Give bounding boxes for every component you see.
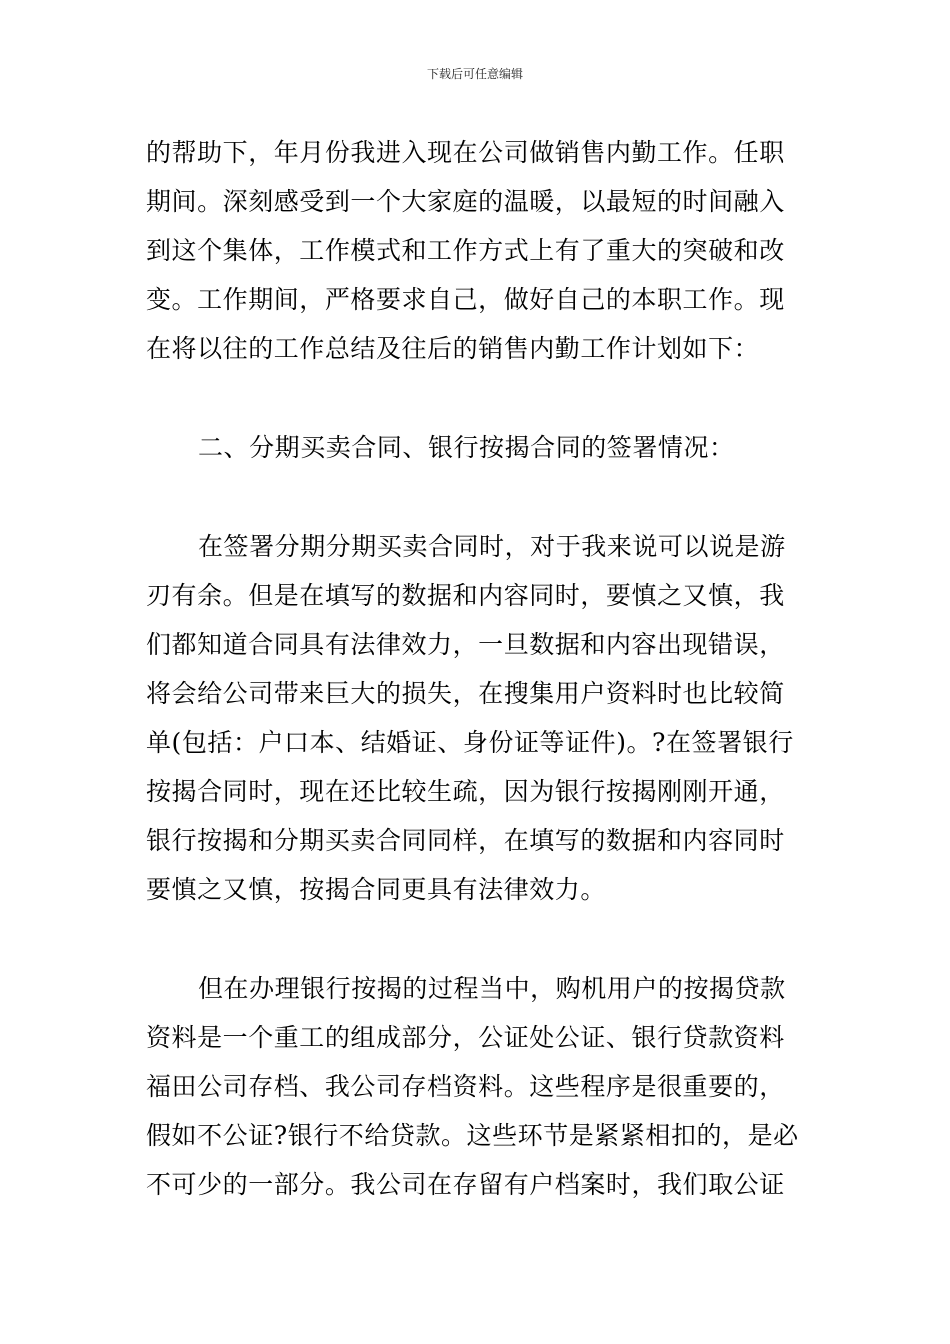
section-heading bbox=[146, 423, 808, 472]
paragraph-mortgage-process bbox=[146, 964, 808, 1209]
text-line: 假如不公证?银行不给贷款。这些环节是紧紧相扣的，是必 bbox=[146, 1121, 799, 1150]
text-line: 到这个集体，工作模式和工作方式上有了重大的突破和改 bbox=[146, 236, 785, 265]
text-line: 不可少的一部分。我公司在存留有户档案时，我们取公证 bbox=[146, 1170, 785, 1199]
text-line: 在签署分期分期买卖合同时，对于我来说可以说是游 bbox=[198, 532, 786, 561]
text-line: 在将以往的工作总结及往后的销售内勤工作计划如下： bbox=[146, 334, 760, 363]
text-line: 福田公司存档、我公司存档资料。这些程序是很重要的， bbox=[146, 1072, 785, 1101]
paragraph-gap bbox=[146, 373, 808, 423]
heading-line: 二、分期买卖合同、银行按揭合同的签署情况： bbox=[198, 433, 735, 462]
text-line: 刃有余。但是在填写的数据和内容同时，要慎之又慎，我 bbox=[146, 581, 785, 610]
text-line: 要慎之又慎，按揭合同更具有法律效力。 bbox=[146, 875, 606, 904]
paragraph-contract-signing bbox=[146, 522, 808, 914]
header-note: 下载后可任意编辑 bbox=[426, 67, 523, 81]
text-line: 资料是一个重工的组成部分，公证处公证、银行贷款资料 bbox=[146, 1023, 785, 1052]
text-line: 的帮助下，年月份我进入现在公司做销售内勤工作。任职 bbox=[146, 138, 785, 167]
paragraph-gap bbox=[146, 914, 808, 964]
text-line: 单(包括：户口本、结婚证、身份证等证件)。?在签署银行 bbox=[146, 728, 794, 757]
text-line: 期间。深刻感受到一个大家庭的温暖，以最短的时间融入 bbox=[146, 187, 785, 216]
text-line: 将会给公司带来巨大的损失，在搜集用户资料时也比较简 bbox=[146, 679, 785, 708]
paragraph-gap bbox=[146, 472, 808, 522]
text-line: 按揭合同时，现在还比较生疏，因为银行按揭刚刚开通， bbox=[146, 777, 785, 806]
paragraph-intro bbox=[146, 128, 808, 373]
text-line: 但在办理银行按揭的过程当中，购机用户的按揭贷款 bbox=[198, 974, 786, 1003]
text-line: 变。工作期间，严格要求自己，做好自己的本职工作。现 bbox=[146, 285, 785, 314]
document-body bbox=[146, 128, 808, 1209]
text-line: 们都知道合同具有法律效力，一旦数据和内容出现错误， bbox=[146, 630, 785, 659]
text-line: 银行按揭和分期买卖合同同样，在填写的数据和内容同时 bbox=[146, 826, 785, 855]
